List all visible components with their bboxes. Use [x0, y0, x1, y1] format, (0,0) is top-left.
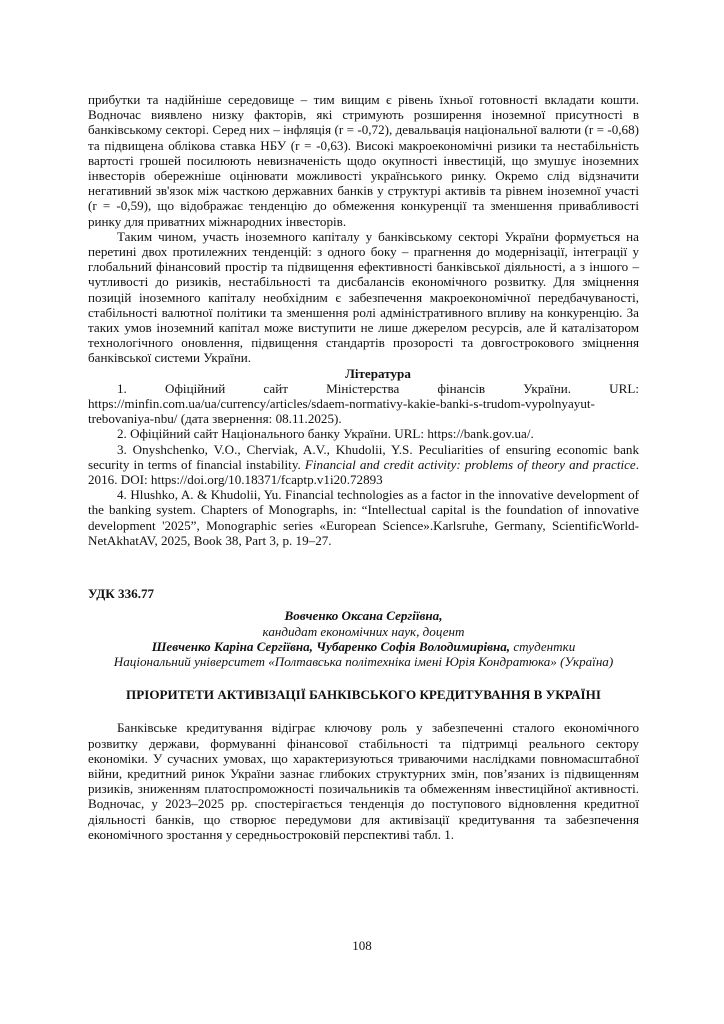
author-primary-title: кандидат економічних наук, доцент	[262, 623, 465, 639]
page-number: 108	[352, 938, 372, 953]
author-primary: Вовченко Оксана Сергіївна,	[284, 608, 443, 624]
body-paragraph-2: Таким чином, участь іноземного капіталу у банківському секторі України формується на перетині двох протилежних тенденцій: з одного боку – прагнення до модернізації, інтеграції у глобальний фінансовий простір та підвищення ефективності банківської діяльності, а з іншого – чутливості до ризиків, нестабільності та дисбалансів економічного розвитку. Для зміцнення позицій іноземного капіталу необхідним є забезпечення макроекономічної передбачуваності, стабільності валютної політики та зменшення ролі адміністративного впливу на конкуренцію. За таких умов іноземний капітал може виступити не лише джерелом ресурсів, але й каталізатором технологічного оновлення, підвищення стандартів прозорості та довгострокового зміцнення банківської системи України.	[88, 228, 639, 366]
affiliation: Національний університет «Полтавська політехніка імені Юрія Кондратюка» (Україна)	[113, 653, 614, 669]
udk-code: УДК 336.77	[88, 586, 155, 602]
author-students-role: студентки	[510, 638, 576, 654]
literature-item-1: 1. Офіційний сайт Міністерства фінансів України. URL: https://minfin.com.ua/ua/currency/articles/sdaem-normativy-kakie-banki-s-trudom-vypolnyayut-trebovaniya-nbu/ (дата звернення: 08.11.2025).	[88, 380, 639, 427]
literature-item-4: 4. Hlushko, A. & Khudolii, Yu. Financial technologies as a factor in the innovative development of the banking system. Chapters of Monographs, in: “Intellectual capital is the foundation of innovative development '2025”, Monographic series «European Science».Karlsruhe, Germany, ScientificWorld-NetAkhatAV, 2025, Book 38, Part 3, p. 19–27.	[88, 487, 639, 548]
article-title: ПРІОРИТЕТИ АКТИВІЗАЦІЇ БАНКІВСЬКОГО КРЕДИТУВАННЯ В УКРАЇНІ	[126, 687, 601, 703]
literature-item-2: 2. Офіційний сайт Національного банку України. URL: https://bank.gov.ua/.	[117, 426, 534, 442]
literature-section	[88, 366, 639, 548]
article-intro-paragraph: Банківське кредитування відіграє ключову роль у забезпеченні сталого економічного розвитку держави, формуванні фінансової стабільності та підтримці реального сектору економіки. У сучасних умовах, що характеризуються триваючими наслідками повномасштабної війни, кредитний ринок України зазнає глибоких структурних змін, пов’язаних із підвищенням ризиків, зниженням платоспроможності позичальників та обмеженням інвестиційної активності. Водночас, у 2023–2025 рр. спостерігається тенденція до поступового відновлення кредитної діяльності банків, що створює передумови для активізації кредитування та забезпечення економічного зростання у середньостроковій перспективі табл. 1.	[88, 720, 639, 842]
authors-block	[88, 608, 639, 669]
literature-item-3-post: . 2016. DOI: https://doi.org/10.18371/fcaptp.v1i20.72893	[88, 456, 639, 488]
author-students	[88, 639, 639, 654]
literature-item-3-journal: Financial and credit activity: problems of theory and practice	[304, 456, 636, 472]
literature-heading: Література	[345, 365, 411, 381]
literature-item-3	[88, 442, 639, 488]
author-students-names: Шевченко Каріна Сергіївна, Чубаренко Софія Володимирівна,	[151, 638, 511, 654]
body-paragraph-1: прибутки та надійніше середовище – тим вищим є рівень їхньої готовності вкладати кошти. Водночас виявлено низку факторів, які стримують розширення іноземної присутності в банківському секторі. Серед них – інфляція (r = -0,72), девальвація національної валюти (r = -0,68) та підвищена облікова ставка НБУ (r = -0,63). Високі макроекономічні ризики та нестабільність вартості грошей посилюють невизначеність щодо окупності інвестицій, що змушує іноземних інвесторів обережніше оцінювати можливості українського ринку. Окремо слід відзначити негативний зв'язок між часткою державних банків у структурі активів та рівнем іноземної участі (r = -0,59), що відображає тенденцію до обмеження конкуренції та зменшення привабливості ринку для приватних міжнародних інвесторів.	[88, 92, 639, 229]
literature-item-3-pre: 3. Onyshchenko, V.O., Cherviak, A.V., Khudolii, Y.S. Peculiarities of ensuring economic bank security in terms of financial instability.	[88, 441, 639, 472]
page-content	[88, 92, 639, 842]
